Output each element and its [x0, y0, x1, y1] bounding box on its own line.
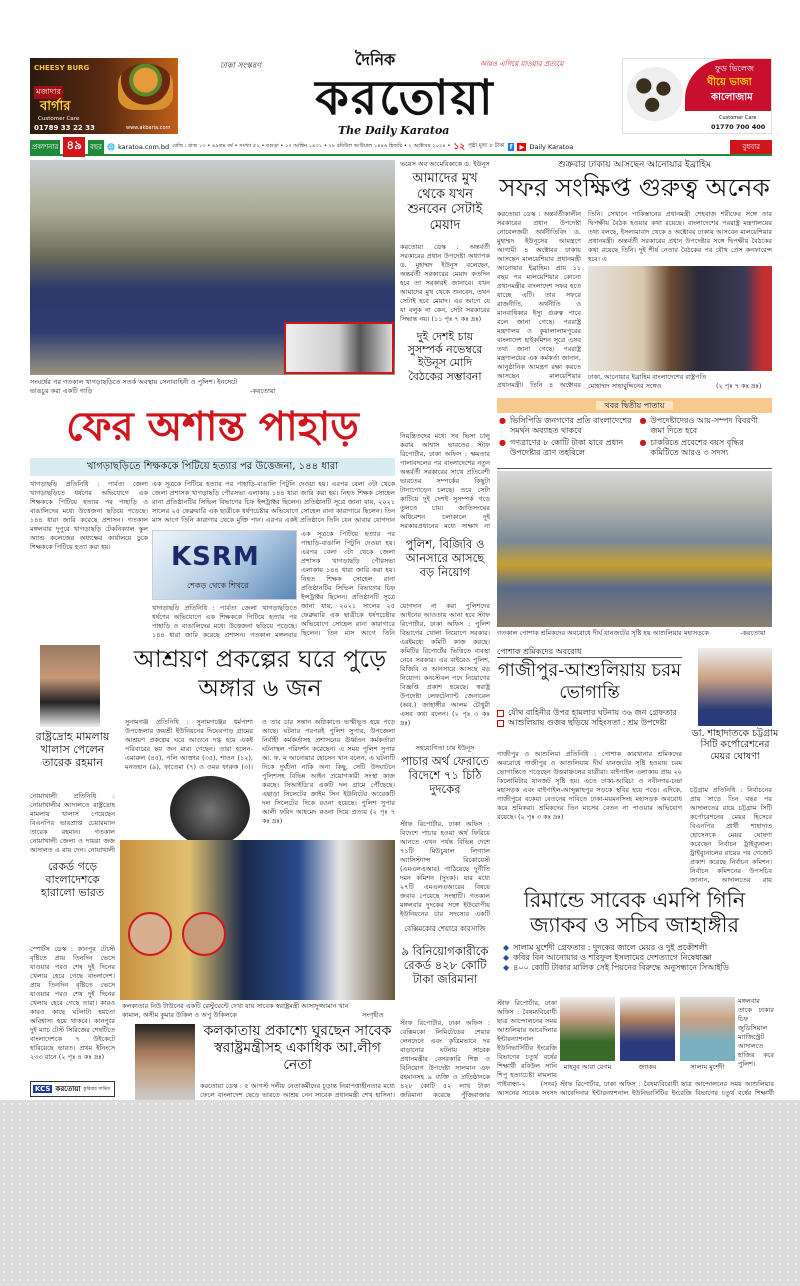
- divider: [497, 468, 772, 469]
- second-page-item[interactable]: [640, 416, 773, 436]
- info-bar: [30, 139, 772, 156]
- gazipur-kicker: পোশাক শ্রমিকদের অবরোধ: [497, 646, 682, 658]
- item-text: উপদেষ্টাদেরও আয়-সম্পদ বিবরণী জমা দিতে হবে: [650, 416, 758, 435]
- rimand-headline[interactable]: রিমান্ডে সাবেক এমপি গিনি জ্যাকব ও সচিব জাহাঙ্গীর: [523, 888, 746, 938]
- tarek-photo: [40, 645, 100, 727]
- rimand-body-3: স্টাফ রিপোর্টার, ঢাকা অফিস : বৈষম্যবিরোধী ছাত্র আন্দোলনের সময় আশুলিয়ার আবেদিনার ইন্টারন্যাশনাল ইউনিভার্সিটির ইংরেজি বিভাগের চতুর্থ বর্ষের শিক্ষার্থী: [560, 1080, 774, 1097]
- ashrayan-body-2: ও তার চার সন্তান অগ্নিকাণ্ডে ভস্মীভূত হয়ে পড়ে আছে। ঘটনার পরপরই পুলিশ সুপার, উপজেলা নির্বাহী কর্মকর্তাসহ প্রশাসনের ঊর্ধ্বতন কর্মকর্তারা ঘটনাস্থল পরিদর্শন করেছেন। এ সময় পুলিশ সুপার আ. ফ. ম আনোয়ার হোসেন খান বলেন, এ ঘটনাটি দিকে দুর্ঘটনা নাকি অন্য কিছু, সেটি উদঘাটনে পুলিশসহ বিভিন্ন আইন প্রয়োগকারী সংস্থা কাজ করছে। সিআইডি'র একটি দল গ্রামে পৌঁছেছে। এছাড়া সিলেটের ক্রাইম সিন ইউনিটের আরেকটি দল সিলেটের দিকে রওনা হয়েছে। পুলিশ সুপার আলী ফরিদ আহমেদ রওনা দিয়ে প্রত্যয় (২ পৃঃ ৭ কঃ দ্রঃ): [262, 718, 395, 825]
- rimand-body-1: স্টাফ রিপোর্টার, ঢাকা অফিস : বৈষম্যবিরোধী ছাত্র আন্দোলনের সময় আশুলিয়ার আবেদিনার ইন্টারন্যাশনাল ইউনিভার্সিটির ইংরেজি বিভাগের চতুর্থ বর্ষের শিক্ষার্থী রবিউল সানি শিপু হত্যাচেষ্টা মামলায় গাইবান্ধা-২ (সদর) আসনের সাবেক সংসদ: [497, 999, 557, 1097]
- facebook-icon[interactable]: f: [509, 142, 513, 151]
- issue-details: রেজি : রাজ ১৩ • ৪৯তম বর্ষ • সংখ্যা ৫১ • বগুড়া • ১৭ আশ্বিন ১৪৩১ • ২৮ রবিউল আউয়াল ১৪৪৬ হিজরি • ২ অক্টোবর ২০২৪ •: [172, 142, 451, 149]
- second-page-list: [499, 416, 772, 458]
- globe-icon: 🌐: [106, 142, 116, 151]
- diamond-bullet-icon: ◆: [503, 943, 510, 952]
- portrait-caption-jacob: জ্যাকব: [638, 1063, 657, 1071]
- weekday: বুধবার: [730, 140, 772, 154]
- yunus-kicker: ভয়েস অব আমেরিকাকে ড. ইউনূস: [400, 160, 490, 168]
- pub-years-label: বছর: [88, 140, 104, 154]
- cricket-body: স্পোর্টস ডেস্ক : কানপুর টেস্টে বৃষ্টিতে প্রায় তিনদিন ভেসে যাওয়ার পরও শেষ দুই দিনের খেলায় হেরে গেছে বাংলাদেশ। প্রায় তিনদিন বৃষ্টিতে ভেসে যাওয়ার পরও শেষ দুই দিনের খেলায় হেরে গেছে তারা। কারও কারও কাছে ঘটনাটা হয়তো অবিশ্বাস্য হয়ে থাকবে। কানপুরে দুই ম্যাচ টেস্ট সিরিজের শেষটিতে বাংলাদেশকে ৭ উইকেটে হারিয়েছে ভারত। প্রথম ইনিংসে ২৩৩ রানে (২ পৃঃ ৪ কঃ দ্রঃ): [30, 945, 115, 1061]
- kolkata-caption: কলকাতার নিউ টাউনের একটি রেস্টুরেন্টে দেখা যায় সাবেক স্বরাষ্ট্রমন্ত্রী আসাদুজ্জামান খান কামাল, অসীম কুমার উকিল ও অপু উকিলকে: [122, 1002, 349, 1019]
- pub-years: ৪৯: [63, 137, 85, 157]
- gazipur-headline[interactable]: গাজীপুর-আশুলিয়ায় চরম ভোগান্তি: [497, 660, 682, 703]
- inset-face-1: [128, 912, 172, 956]
- ad-right-text2: কালোজাম: [711, 92, 753, 103]
- pahar-headline[interactable]: ফের অশান্ত পাহাড়: [66, 403, 359, 450]
- second-page-header: [497, 398, 772, 413]
- youtube-icon[interactable]: ▶: [519, 142, 525, 151]
- beximco-body: স্টাফ রিপোর্টার, ঢাকা অফিস : বেক্সিমকো লিমিটেডের শেয়ার লেনদেনে এবং কৃত্রিমভাবে দর বাড়ানোর ঘটনায় সাবেক প্রধানমন্ত্রীর বেসরকারি শিল্প ও বিনিয়োগ উপদেষ্টা সালমান এফ রহমানসহ ৯ ব্যক্তি ও প্রতিষ্ঠানকে ৪২৮ কোটি ৫২ লাখ টাকা জরিমানা করেছে পুঁজিবাজার: [400, 1019, 490, 1099]
- ashrayan-headline[interactable]: আশ্রয়ণ প্রকল্পের ঘরে পুড়ে অঙ্গার ৬ জন: [133, 645, 387, 702]
- ksrm-ad[interactable]: [152, 530, 297, 600]
- beximco-kicker: বেক্সিমকোর শেয়ারে কারসাজি: [404, 925, 486, 933]
- ad-left[interactable]: [30, 58, 178, 134]
- shahadat-body: চট্টগ্রাম প্রতিনিধি : নির্বাচনের প্রায় সাড়ে তিন বছর পর আদালতের রায়ে চট্টগ্রাম সিটি কর্পোরেশনের মেয়র হিসেবে বিএনপির প্রার্থী শাহাদাত হোসেনকে মেয়র ঘোষণা করেছেন নির্বাচন ট্রাইব্যুনাল। ট্রাইব্যুনালের রায়ের পর গেজেট প্রকাশ করেছে নির্বাচন কমিশন। নির্বাচন কমিশনের উপসচিব জানান, আদালতের রায়: [690, 786, 772, 884]
- page-fold-overlay: [0, 1100, 800, 1286]
- bullet-text: যৌথ বাহিনীর উপর হামলার ঘটনায় ৩৬ জন গ্রেফতার: [508, 708, 677, 717]
- bullet-text: কবির বিন আনোয়ার ও শরিফুল ইসলামের দেশত্যাগে নিষেধাজ্ঞা: [513, 953, 712, 962]
- masthead-title[interactable]: করতোয়া: [315, 70, 495, 126]
- ashrayan-body-1: সুনামগঞ্জ প্রতিনিধি : সুনামগঞ্জের ধর্মপাশা উপজেলার জয়শ্রী ইউনিয়নের দিঘেরপাড় গ্রামের আশ্রয়ণ প্রকল্পের ঘরে আগুনে দগ্ধ হয়ে একই পরিবারের ছয় জন মারা গেছেন। তারা হলেন- এমারুল (৪৫), পলি আক্তার (৩৫), শাওন (১২), মনতহান (৯), ফাতেমা (৭) ও ওমর ফারুক (৩)।: [125, 718, 253, 771]
- portrait-salam: [680, 997, 735, 1061]
- pahar-body-2: এক সূত্রকে পিটিয়ে হত্যার পর পাহাড়ি-বাঙালি পিটুনি দেওয়া হয়। এরপর বেলা ৩টা থেকে জেলা প্রশাসক খাগড়াছড়ি পৌরসভা এলাকায় ১৪৪ ধারা জারি করা হয়। নিহত শিক্ষক সোহেল রানা প্রতিষ্ঠানটির সিভিল বিভাগের চিফ ইন্সট্রাক্টর ছিলেন। প্রতিষ্ঠানটি সূত্রে জানা যায়, ২০২১ সালের ২৫ ফেব্রুয়ারি এক ছাত্রীকে ধর্ষণচেষ্টার অভিযোগে সোহেল রানা কারাগারে ছিলেন। তিন মাস আগে তিনি কারাগার থেকে মুক্তি পান। এরপর একই প্রতিষ্ঠানে তিনি যেন আবার যোগদান: [152, 480, 395, 524]
- page-count: ১২: [453, 142, 466, 152]
- traffic-caption: গতকাল পোশাক শ্রমিকদের অবরোধে দীর্ঘ যানজটের সৃষ্টি হয় আশুলিয়ার মহাসড়কে: [497, 629, 709, 637]
- anwar-caption-ref: (২ পৃঃ ৭ কঃ দ্রঃ): [716, 382, 762, 390]
- portrait-caption-gini: মাহবুব আরা বেগম: [563, 1063, 612, 1071]
- portrait-gini: [560, 997, 615, 1061]
- bullet-icon: ●: [499, 416, 506, 425]
- kolkata-credit: সংগৃহীত: [362, 1011, 384, 1019]
- ksrm-logo: KSRM: [171, 542, 260, 572]
- anwar-headline[interactable]: সফর সংক্ষিপ্ত গুরুত্ব অনেক: [499, 173, 770, 202]
- rimand-body-2: মঙ্গলবার তাকে ঢাকার চিফ জুডিসিয়াল ম্যাজিস্ট্রেট আদালতে হাজির করে পুলিশ।: [738, 997, 774, 1068]
- rimand-bullets: [503, 943, 773, 973]
- anwar-kicker: শুক্রবার ঢাকায় আসছেন আনোয়ার ইব্রাহিম: [557, 160, 712, 170]
- tarek-body: নোয়াখালী প্রতিনিধি : নোয়াখালীর আদালতে রাষ্ট্রদ্রোহ মামলায় খালাস পেয়েছেন বিএনপির ভারপ্রাপ্ত চেয়ারম্যান তারেক রহমান। গতকাল নোয়াখালী জেলা ও দায়রা জজ আদালত এ রায় দেন। নোয়াখালী: [30, 792, 115, 854]
- bullet-text: ৪০০ কোটি টাকার মালিক সেই পিয়নের বিরুদ্ধে অনুসন্ধানে সিআইডি: [513, 963, 729, 972]
- diamond-bullet-icon: ◆: [503, 963, 510, 972]
- ad-left-brand: CHEESY BURG: [34, 64, 90, 72]
- gazipur-bullet: [497, 708, 682, 718]
- pahar-body-3: এক সূত্রকে পিটিয়ে হত্যার পর পাহাড়ি-বাঙালি পিটুনি দেওয়া হয়। এরপর বেলা ৩টা থেকে জেলা প্রশাসক খাগড়াছড়ি পৌরসভা এলাকায় ১৪৪ ধারা জারি করা হয়। নিহত শিক্ষক সোহেল রানা প্রতিষ্ঠানটির সিভিল বিভাগের চিফ ইন্সট্রাক্টর ছিলেন। প্রতিষ্ঠানটি সূত্রে জানা যায়, ২০২১ সালের ২৫ ফেব্রুয়ারি এক ছাত্রীকে ধর্ষণচেষ্টার অভিযোগে সোহেল রানা কারাগারে ছিলেন। তিন মাস আগে তিনি: [301, 530, 395, 637]
- ad-left-care: Customer Care: [38, 116, 80, 122]
- ad-right-brand: ফুড ভিলেজ: [715, 64, 754, 73]
- item-text: ভিসিপিডি জনগণের প্রতি বাংলাদেশের সমর্থন অব্যাহত থাকবে: [509, 416, 632, 435]
- pahar-body-1: খাগড়াছড়ি প্রতিনিধি : পার্বত্য জেলা খাগড়াছড়িতে ধর্ষণের অভিযোগে এক শিক্ষককে পিটিয়ে হত্যার পর পাহাড়ি ও বাঙালিদের মধ্যে উত্তেজনা ছড়িয়ে পড়েছে। ১৪৪ ধারা জারি করেছে প্রশাসন। গতকাল মঙ্গলবার দুপুরে খাগড়াছড়ি টেকনিক্যাল স্কুল অ্যান্ড কলেজের অধ্যক্ষের কার্যালয়ে ঢুকে শিক্ষককে পিটিয়ে হত্যা করা হয়।: [30, 480, 148, 551]
- inset-face-2: [182, 912, 226, 956]
- item-text: গণত্রাণের ৮ কোটি টাকা যাবে প্রধান উপদেষ্টার ত্রাণ তহবিলে: [509, 438, 624, 457]
- ad-left-phone: 01789 33 22 33: [34, 124, 95, 132]
- ad-right[interactable]: [622, 58, 772, 134]
- portrait-caption-salam: সালাম মুর্শেদী: [690, 1063, 725, 1071]
- fire-photo: [170, 776, 250, 846]
- kolkata-body: করতোয়া ডেস্ক : ৫ আগস্ট দলীয় নেতাকর্মীদের চূড়ান্ত নিরাপত্তাহীনতার মধ্যে ফেলে বাংলাদেশ ছেড়ে ভারতে আশ্রয় নেন সাবেক প্রধানমন্ত্রী শেখ হাসিনা।: [200, 1082, 395, 1099]
- dudok-kicker: সহযোগিতা চায় ইউনূস: [415, 744, 475, 752]
- yunus-headline[interactable]: আমাদের মুখ থেকে যখন শুনবেন সেটাই মেয়াদ: [407, 171, 483, 233]
- rimand-bullet: [503, 943, 773, 953]
- top-photo-credit: -করতোয়া: [250, 387, 276, 395]
- diamond-bullet-icon: ◆: [503, 953, 510, 962]
- top-photo-caption: সংঘর্ষের পর গতকাল খাগড়াছড়িতে সতর্ক অবস্থায় সেনাবাহিনী ও পুলিশ। ইনসেটে ভাঙচুর করা একটি গাড়ি: [30, 378, 238, 395]
- pub-label: প্রকাশনার: [30, 140, 60, 154]
- portrait-jacob: [620, 997, 675, 1061]
- kamal-photo: [135, 1024, 195, 1100]
- second-page-label: খবর দ্বিতীয় পাতায়: [596, 401, 672, 410]
- anwar-body-2: তিনি। সেখানে পাকিস্তানের প্রধানমন্ত্রী শেহবাজ শরীফের সঙ্গে তার দ্বিপক্ষীয় বৈঠক হওয়ার কথা রয়েছে। বাংলাদেশের পররাষ্ট্র মন্ত্রণালয়ের তথ্য বলছে, ইসলামাবাদ থেকে ৪ অক্টোবর ঢাকায় আসবেন মালয়েশিয়ার প্রধানমন্ত্রী। অন্তর্বর্তী সরকারের প্রধান উপদেষ্টার সঙ্গে দ্বিপক্ষীয় বৈঠকের কথা রয়েছে তিনি। দুই শীর্ষ নেতার বৈঠকের পর যৌথ প্রেস কনফারেন্স হবে। এ: [588, 210, 772, 263]
- burger-image: [118, 64, 173, 110]
- ksrm-tagline: শেকড় থেকে শিখরে: [187, 581, 249, 590]
- bullet-icon: ●: [499, 438, 506, 447]
- kcs-sub: কুরিয়ার সার্ভিস: [83, 1086, 111, 1092]
- second-page-item[interactable]: [499, 438, 632, 458]
- cricket-headline[interactable]: রেকর্ড গড়ে বাংলাদেশকে হারালো ভারত: [40, 860, 105, 900]
- kolkata-headline[interactable]: কলকাতায় প্রকাশ্যে ঘুরছেন সাবেক স্বরাষ্ট্রমন্ত্রীসহ একাধিক আ.লীগ নেতা: [203, 1023, 392, 1073]
- shahadat-photo: [698, 648, 772, 726]
- traffic-credit: -করতোয়া: [740, 629, 766, 637]
- ad-left-text2: বার্গার: [40, 99, 71, 114]
- checkbox-bullet-icon: [497, 710, 504, 717]
- tarek-headline[interactable]: রাষ্ট্রদ্রোহ মামলায় খালাস পেলেন তারেক রহমান: [35, 730, 110, 770]
- masthead-subtitle: The Daily Karatoa: [338, 124, 450, 137]
- second-page-item[interactable]: [640, 438, 773, 458]
- second-page-item[interactable]: [499, 416, 632, 436]
- yunus-anwar-photo: [588, 266, 772, 371]
- edition-label: ঢাকা সংস্করণ: [220, 61, 262, 70]
- gazipur-body: গাজীপুর ও আশুলিয়া প্রতিনিধি : পোশাক কারখানার শ্রমিকদের অবরোধে গাজীপুর ও আশুলিয়ায় দীর্ঘ যানজটের সৃষ্টি হওয়ায় চরম ভোগান্তিতে পড়েছেন উত্তরাঞ্চলের যাত্রীরা। বাইপাইল এলাকায় প্রায় ২০ কিলোমিটার যানজট সৃষ্টি হয়। এতে ঢাকা-আরিচা ও নবীনগর-চন্দ্রা মহাসড়ক এবং বাইপাইল-আব্দুল্লাহপুর সড়কে স্থবির হয়ে পড়ে। এদিকে, গাজীপুরে বকেয়া বেতনের দাবিতে ঢাকা-ময়মনসিংহ মহাসড়ক অবরোধ করে শ্রমিকরা। শ্রমিকদের তিন মাসের বেতন না পাওয়ার অভিযোগ রয়েছে। (২ পৃঃ ৩ কঃ দ্রঃ): [497, 750, 682, 821]
- masthead-prefix: দৈনিক: [355, 50, 396, 69]
- website-link[interactable]: karatoa.com.bd: [118, 142, 170, 151]
- dudok-body: স্টাফ রিপোর্টার, ঢাকা অফিস : বিদেশে পাচার হওয়া অর্থ ফিরিয়ে আনতে এখন পর্যন্ত বিভিন্ন দেশে ৭১টি মিউচুয়াল লিগ্যাল অ্যাসিস্ট্যান্স রিকোয়েস্ট (এমএলএআর) পাঠিয়েছে দুর্নীতি দমন কমিশন (দুদক)। যার মধ্যে ২৭টি এমএলএআরের বিষয়ে জবাব পেয়েছে সংস্থাটি। গতকাল মঙ্গলবার দুদকের সঙ্গে ইউরোপীয় ইউনিয়নের চার সদস্যের একটি: [400, 820, 490, 918]
- checkbox-bullet-icon: [497, 720, 504, 727]
- modi-body: নিয়ন্ত্রিতদের মধ্যে সব ভিসা চালু করার আশ্বাস ভারতের স্টাফ রিপোর্টার, ঢাকা অফিস : ক্ষমতার পালাবদলের পর বাংলাদেশের নতুন অন্তর্বর্তী সরকারের সাথে প্রতিবেশী ভারতের সম্পর্কের কিছুটা টানাপোড়েন চলছে। তবে সেটা কাটিয়ে দুই দেশই সুসম্পর্ক গড়ে তুলতে চায়। জাতিসংঘের অধিবেশন চলাকালে দুই সরকারপ্রধানের মধ্যে সাক্ষাৎ না: [400, 432, 490, 530]
- bullet-icon: ●: [639, 438, 647, 447]
- ad-right-text1: ঘীয়ে ভাজা: [707, 77, 752, 88]
- police-body: যোগদান না করা পুলিশদের আইনের আওতায় আনা হবে স্টাফ রিপোর্টার, ঢাকা অফিস : পুলিশ বিভাগের খোলা নিয়োগে সরকার। এরইমধ্যে কমিটি কাজ করছে। কমিটির রিপোর্টের ভিত্তিতে ব্যবস্থা নেবে সরকার। এর বাইরেও পুলিশ, বিজিবি ও আনসারে আসছে বড় নিয়োগ। কনস্টেবল পদে নিয়োগের বিজ্ঞপ্তি প্রকাশ হয়েছে। স্বরাষ্ট্র উপদেষ্টা লেফটেন্যান্ট জেনারেল (অব.) জাহাঙ্গীর আলম চৌধুরী এসব কথা বলেন। (২ পৃঃ ৩ কঃ দ্রঃ): [400, 602, 490, 727]
- sweets-image: [627, 67, 683, 121]
- gazipur-bullet: [497, 718, 682, 728]
- beximco-headline[interactable]: ৯ বিনিয়োগকারীকে রেকর্ড ৪২৮ কোটি টাকা জরিমানা: [401, 944, 489, 986]
- ad-left-text1: মজাদার: [34, 86, 63, 99]
- traffic-jam-photo: [497, 471, 772, 627]
- bullet-text: সালাম মুর্শেদী গ্রেফতার : দুদকের জালে মেয়র ও দুই প্রকৌশলী: [513, 943, 708, 952]
- price: পৃষ্ঠা মূল্য ৮ টাকা: [468, 142, 505, 149]
- ad-right-care: Customer Care: [719, 115, 757, 121]
- pahar-subhead: খাগড়াছড়িতে শিক্ষককে পিটিয়ে হত্যার পর উত্তেজনা, ১৪৪ ধারা: [30, 458, 395, 476]
- rimand-bullet: [503, 953, 773, 963]
- kcs-name: করতোয়া: [55, 1085, 81, 1093]
- rimand-bullet: [503, 963, 773, 973]
- gazipur-bullets: [497, 708, 682, 728]
- kcs-logo[interactable]: [30, 1081, 115, 1097]
- inset-vehicle-photo: [284, 322, 394, 374]
- modi-headline[interactable]: দুই দেশই চায় সুসম্পর্ক নভেম্বরে ইউনূস মোদি বৈঠকের সম্ভাবনা: [407, 330, 483, 383]
- pahar-body-4: খাগড়াছড়ি প্রতিনিধি : পার্বত্য জেলা খাগড়াছড়িতে ধর্ষণের অভিযোগে এক শিক্ষককে পিটিয়ে হত্যার পর পাহাড়ি ও বাঙালিদের মধ্যে উত্তেজনা ছড়িয়ে পড়েছে। ১৪৪ ধারা জারি করেছে প্রশাসন। গতকাল মঙ্গলবার: [152, 604, 297, 639]
- bullet-text: আশুলিয়ায় গুজব ছড়িয়ে সহিংসতা : শ্রম উপদেষ্টা: [508, 718, 667, 727]
- bullet-icon: ●: [639, 416, 647, 425]
- slogan: আরও এগিয়ে যাওয়ার প্রত্যয়ে: [480, 60, 564, 68]
- yunus-body: করতোয়া ডেস্ক : অন্তর্বর্তী সরকারের প্রধান উপদেষ্টা অধ্যাপক ড. মুহাম্মদ ইউনূস বলেছেন, অন্তর্বর্তী সরকারের মেয়াদ কতদিন হবে তা সরকারই জানাবে। যখন আমাদের মুখ থেকে শুনবেন, তখন সেটাই হবে মেয়াদ। এর আগে যে যা বলুক না কেন, সেটা সরকারের সিদ্ধান্ত নয়। (১১ পৃঃ ৭ কঃ দ্রঃ): [400, 243, 490, 323]
- anwar-photo-caption: ঢাকা, আনোয়ার ইব্রাহিম বাংলাদেশের রাষ্ট্রপতি মোহাম্মদ সাহাবুদ্দিনের সঙ্গেও: [588, 373, 707, 390]
- kcs-mark: KCS: [35, 1085, 51, 1093]
- ad-left-web: www.akbaria.com: [126, 125, 171, 131]
- anwar-body-1: করতোয়া ডেস্ক : অন্তর্বর্তীকালীন সরকারের প্রধান উপদেষ্টা নোবেলজয়ী অর্থনীতিবিদ ড. মুহাম্মদ ইউনূসের আমন্ত্রণে আগামী ৪ অক্টোবর ঢাকায় আসছেন মালয়েশিয়ার প্রধানমন্ত্রী আনোয়ার ইব্রাহিম। প্রায় ১১ বছর পর মালয়েশিয়ার কোনো প্রধানমন্ত্রীর বাংলাদেশ সফর হতে যাচ্ছে এটি। তার সফরে রাজনীতি, অর্থনীতি ও মানবাধিকার ইস্যু গুরুত্ব পাবে বলে জানা গেছে। পররাষ্ট্র মন্ত্রণালয় ও কুয়ালালামপুরের বাংলাদেশ হাইকমিশন সূত্রে এসব তথ্য জানা গেছে। পররাষ্ট্র মন্ত্রণালয়ের এক কর্মকর্তা জানান, আনুষ্ঠানিক আমন্ত্রণ রক্ষা করতে আসছেন মালয়েশিয়ার প্রধানমন্ত্রী। তিনি ৪ অক্টোবর: [497, 210, 581, 389]
- shahadat-headline[interactable]: ডা. শাহাদাতকে চট্টগ্রাম সিটি কর্পোরেশনের মেয়র ঘোষণা: [691, 728, 779, 762]
- dudok-headline[interactable]: পাচার অর্থ ফেরাতে বিদেশে ৭১ চিঠি দুদকের: [401, 754, 489, 796]
- social-handle[interactable]: Daily Karatoa: [529, 142, 574, 151]
- item-text: চাকরিতে প্রবেশের বয়স বৃদ্ধির কমিটিতে আরও ৩ সদস্য: [650, 438, 744, 457]
- police-headline[interactable]: পুলিশ, বিজিবি ও আনসারে আসছে বড় নিয়োগ: [405, 537, 485, 579]
- ad-right-phone: 01770 700 400: [711, 123, 766, 131]
